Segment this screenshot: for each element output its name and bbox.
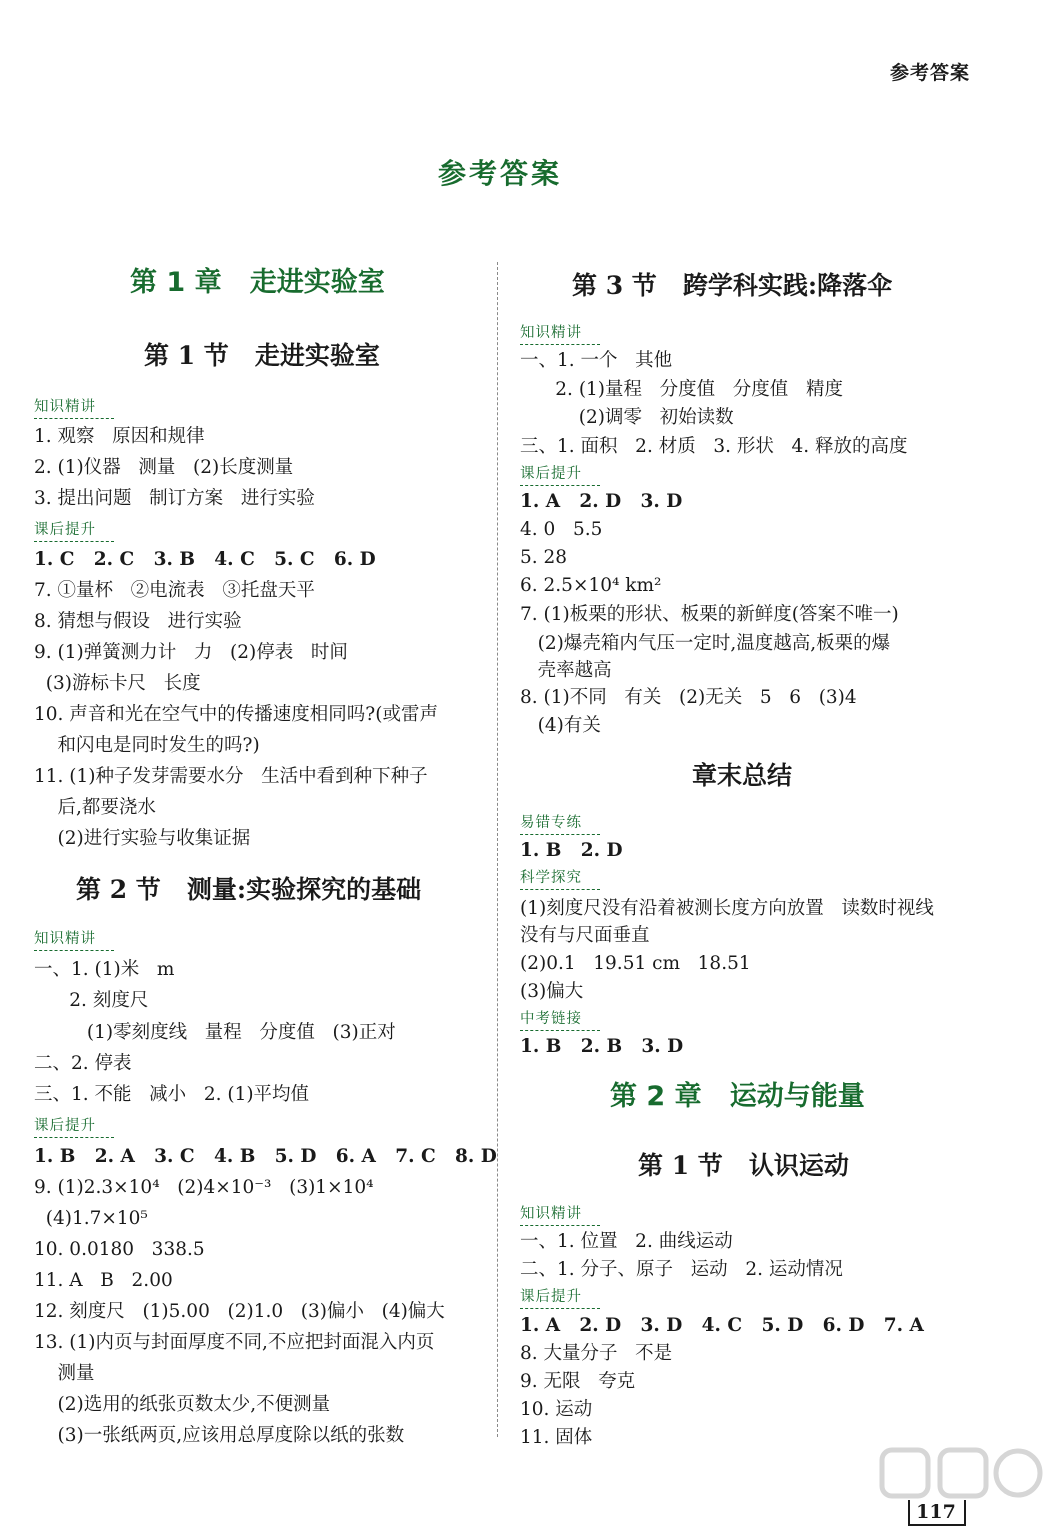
- tag-underline: [520, 1225, 600, 1226]
- answer-line: 10. 运动: [520, 1399, 593, 1420]
- answer-line: 1. 观察 原因和规律: [34, 426, 205, 447]
- answer-line: 7. ①量杯 ②电流表 ③托盘天平: [34, 580, 315, 601]
- tag-underline: [34, 541, 114, 542]
- answer-line: 8. 大量分子 不是: [520, 1343, 673, 1364]
- answer-line: 1. A 2. D 3. D 4. C 5. D 6. D 7. A: [520, 1315, 924, 1336]
- error-practice-tag: 易错专练: [520, 815, 582, 831]
- answer-line: 8. (1)不同 有关 (2)无关 5 6 (3)4: [520, 687, 857, 708]
- tag-underline: [520, 889, 600, 890]
- answer-line: 壳率越高: [520, 660, 612, 681]
- section-2-title: 第 2 节 测量:实验探究的基础: [76, 875, 422, 904]
- answer-line: 1. B 2. D: [520, 840, 623, 861]
- answer-line: (2)0.1 19.51 cm 18.51: [520, 953, 751, 974]
- answer-line: 8. 猜想与假设 进行实验: [34, 611, 242, 632]
- chapter-2-title: 第 2 章 运动与能量: [610, 1081, 865, 1112]
- answer-line: 7. (1)板栗的形状、板栗的新鲜度(答案不唯一): [520, 604, 899, 625]
- summary-title: 章末总结: [692, 761, 793, 790]
- page-number: 117: [916, 1501, 956, 1523]
- column-divider: [497, 262, 498, 1437]
- answer-line: 一、1. (1)米 m: [34, 959, 175, 980]
- section-1-title: 第 1 节 走进实验室: [144, 341, 380, 370]
- tag-underline: [34, 950, 114, 951]
- section-3-title: 第 3 节 跨学科实践:降落伞: [572, 271, 893, 300]
- tag-underline: [520, 834, 600, 835]
- tag-underline: [520, 1030, 600, 1031]
- practice-tag: 课后提升: [34, 1118, 96, 1134]
- answer-line: 12. 刻度尺 (1)5.00 (2)1.0 (3)偏小 (4)偏大: [34, 1301, 445, 1322]
- answer-line: (3)游标卡尺 长度: [34, 673, 201, 694]
- answer-line: 一、1. 位置 2. 曲线运动: [520, 1231, 733, 1252]
- answer-line: 2. (1)量程 分度值 分度值 精度: [520, 379, 843, 400]
- answer-line: 11. 固体: [520, 1427, 593, 1448]
- chapter-1-title: 第 1 章 走进实验室: [130, 267, 385, 298]
- answer-line: 11. A B 2.00: [34, 1270, 173, 1291]
- tag-underline: [520, 1308, 600, 1309]
- answer-line: (2)进行实验与收集证据: [34, 828, 251, 849]
- answer-line: (3)偏大: [520, 981, 584, 1002]
- practice-tag: 课后提升: [520, 1289, 582, 1305]
- answer-line: 二、1. 分子、原子 运动 2. 运动情况: [520, 1259, 843, 1280]
- answer-line: 一、1. 一个 其他: [520, 350, 673, 371]
- answer-line: (1)零刻度线 量程 分度值 (3)正对: [34, 1022, 396, 1043]
- answer-line: 6. 2.5×10⁴ km²: [520, 575, 662, 596]
- answer-line: 9. (1)弹簧测力计 力 (2)停表 时间: [34, 642, 348, 663]
- page-title: 参考答案: [437, 157, 562, 190]
- answer-line: 和闪电是同时发生的吗?): [34, 735, 260, 756]
- answer-line: 二、2. 停表: [34, 1053, 132, 1074]
- knowledge-tag: 知识精讲: [520, 1206, 582, 1222]
- tag-underline: [520, 485, 600, 486]
- answer-line: 11. (1)种子发芽需要水分 生活中看到种下种子: [34, 766, 428, 787]
- answer-line: 10. 0.0180 338.5: [34, 1239, 205, 1260]
- exam-link-tag: 中考链接: [520, 1011, 582, 1027]
- answer-line: 3. 提出问题 制订方案 进行实验: [34, 488, 315, 509]
- header-tag: 参考答案: [889, 62, 970, 84]
- answer-line: (4)1.7×10⁵: [34, 1208, 148, 1229]
- answer-line: (4)有关: [520, 715, 601, 736]
- answer-line: 2. (1)仪器 测量 (2)长度测量: [34, 457, 294, 478]
- answer-line: 1. B 2. B 3. D: [520, 1036, 684, 1057]
- answer-line: 13. (1)内页与封面厚度不同,不应把封面混入内页: [34, 1332, 435, 1353]
- chapter-2-section-1-title: 第 1 节 认识运动: [638, 1151, 849, 1180]
- knowledge-tag: 知识精讲: [34, 931, 96, 947]
- knowledge-tag: 知识精讲: [520, 325, 582, 341]
- answer-line: 测量: [34, 1363, 95, 1384]
- answer-line: 没有与尺面垂直: [520, 925, 650, 946]
- tag-underline: [34, 1137, 114, 1138]
- answer-line: (1)刻度尺没有沿着被测长度方向放置 读数时视线: [520, 898, 934, 919]
- answer-line: (2)调零 初始读数: [520, 407, 734, 428]
- science-inquiry-tag: 科学探究: [520, 870, 582, 886]
- answer-line: 9. 无限 夸克: [520, 1371, 636, 1392]
- answer-line: 三、1. 不能 减小 2. (1)平均值: [34, 1084, 310, 1105]
- answer-line: 1. B 2. A 3. C 4. B 5. D 6. A 7. C 8. D: [34, 1146, 497, 1167]
- knowledge-tag: 知识精讲: [34, 399, 96, 415]
- answer-line: 三、1. 面积 2. 材质 3. 形状 4. 释放的高度: [520, 436, 908, 457]
- answer-line: 1. A 2. D 3. D: [520, 491, 683, 512]
- answer-line: 2. 刻度尺: [34, 990, 149, 1011]
- tag-underline: [520, 344, 600, 345]
- tag-underline: [34, 418, 114, 419]
- answer-line: (2)爆壳箱内气压一定时,温度越高,板栗的爆: [520, 633, 891, 654]
- answer-line: (3)一张纸两页,应该用总厚度除以纸的张数: [34, 1425, 405, 1446]
- answer-line: 4. 0 5.5: [520, 519, 603, 540]
- answer-line: (2)选用的纸张页数太少,不便测量: [34, 1394, 331, 1415]
- answer-line: 后,都要浇水: [34, 797, 156, 818]
- answer-line: 1. C 2. C 3. B 4. C 5. C 6. D: [34, 549, 376, 570]
- practice-tag: 课后提升: [520, 466, 582, 482]
- answer-line: 10. 声音和光在空气中的传播速度相同吗?(或雷声: [34, 704, 438, 725]
- answer-line: 5. 28: [520, 547, 568, 568]
- answer-line: 9. (1)2.3×10⁴ (2)4×10⁻³ (3)1×10⁴: [34, 1177, 374, 1198]
- practice-tag: 课后提升: [34, 522, 96, 538]
